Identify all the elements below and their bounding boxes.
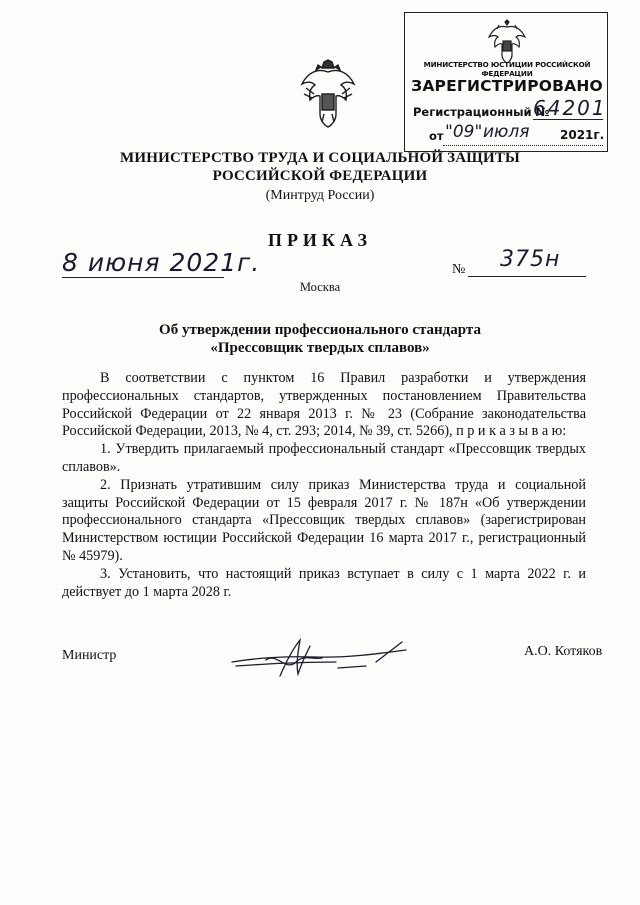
stamp-date-year: 2021г. (560, 128, 605, 142)
signature-icon (226, 632, 412, 684)
subject-line1: Об утверждении профессионального стандарта (159, 322, 481, 338)
stamp-date-underline (443, 145, 603, 146)
order-date-underline (62, 277, 224, 278)
signer-name: А.О. Котяков (524, 644, 603, 659)
coat-of-arms-icon (298, 58, 358, 130)
clause-3: 3. Установить, что настоящий приказ вступает в силу с 1 марта 2022 г. и действует до 1 марта 2028 г. (62, 565, 586, 600)
clause-1: 1. Утвердить прилагаемый профессиональный стандарт «Прессовщик твердых сплавов». (62, 441, 586, 475)
clause-2: 2. Признать утратившим силу приказ Министерства труда и социальной защиты Российской Федерации от 15 февраля 2017 г. № 187н «Об утверждении профессионального стандарта «Прессовщик твердых сплавов» (зарегистрирован Министерством юстиции Российской Федерации 16 марта 2017 г., регистрационный № 45979). (62, 476, 586, 564)
document-body (62, 370, 586, 601)
order-date: 8 июня 2021г. (62, 248, 261, 277)
signer-title: Министр (62, 648, 117, 663)
stamp-registered-label: ЗАРЕГИСТРИРОВАНО (411, 77, 603, 95)
preamble-paragraph: В соответствии с пунктом 16 Правил разработки и утверждения профессиональных стандартов, утвержденных постановлением Правительства Российской Федерации от 22 января 2013 г. № 23 (Собрание законодательства Российской Федерации, 2013, № 4, ст. 293; 2014, № 39, ст. 5266), п р и к а з ы в а ю: (62, 370, 586, 440)
stamp-date-prefix: от (429, 129, 444, 143)
ministry-short-name: (Минтруд России) (265, 188, 375, 203)
stamp-date-day: "09" (445, 122, 483, 142)
order-number: 375н (500, 247, 561, 272)
ministry-name-line2: РОССИЙСКОЙ ФЕДЕРАЦИИ (212, 168, 428, 184)
stamp-date-month: июля (483, 122, 530, 142)
registration-stamp (404, 12, 608, 152)
city: Москва (299, 280, 341, 294)
coat-of-arms-icon (485, 19, 529, 65)
order-number-sign: № (452, 262, 466, 277)
stamp-registration-number: 64201 (533, 96, 607, 120)
stamp-registration-number-label: Регистрационный № (413, 105, 550, 119)
document-title: ПРИКАЗ (267, 230, 373, 250)
stamp-ministry-name: МИНИСТЕРСТВО ЮСТИЦИИ РОССИЙСКОЙ ФЕДЕРАЦИИ (423, 60, 591, 78)
subject-line2: «Прессовщик твердых сплавов» (210, 340, 430, 356)
order-number-underline (468, 276, 586, 277)
ministry-name-line1: МИНИСТЕРСТВО ТРУДА И СОЦИАЛЬНОЙ ЗАЩИТЫ (120, 150, 520, 166)
